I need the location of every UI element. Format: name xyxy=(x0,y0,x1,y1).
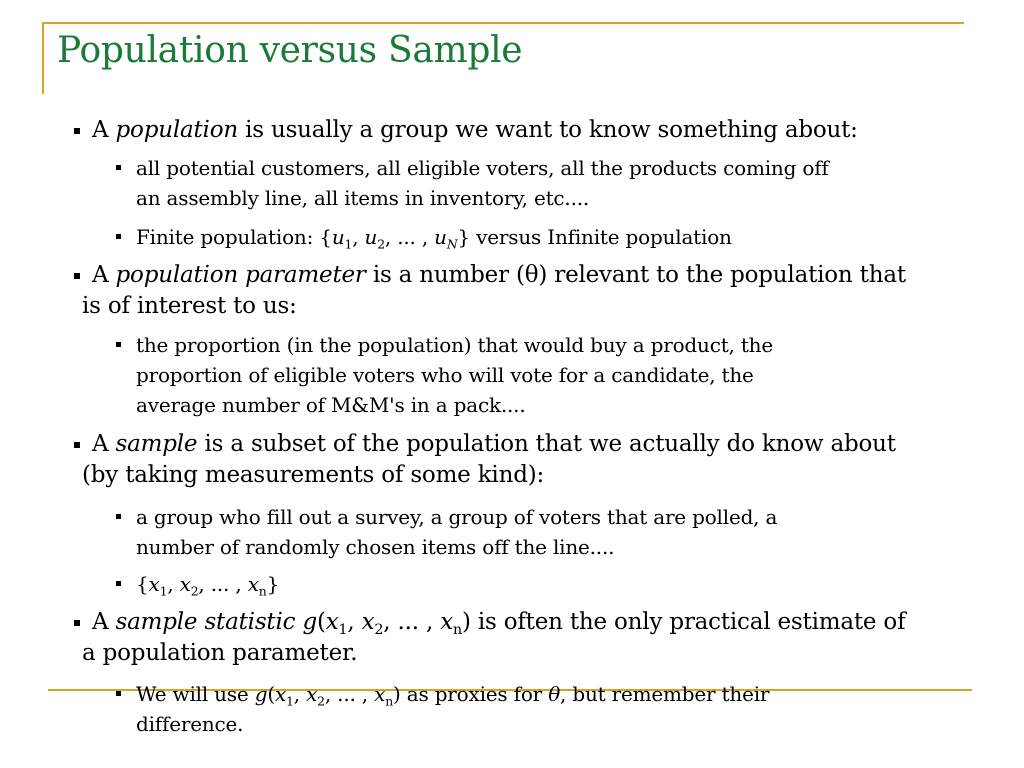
bullet-text: A sample statistic $g(x_1$, $x_2$, ... , $x_n$) is often the only practical estimate of a population parameter. xyxy=(82,609,906,666)
square-bullet-icon xyxy=(74,128,80,134)
square-bullet-icon xyxy=(74,620,80,626)
bullet-text: We will use $g(x_1$, $x_2$, ... , $x_n$) as proxies for θ, but remember their difference. xyxy=(136,682,770,736)
bullet-text: A population is usually a group we want to know something about: xyxy=(92,117,858,143)
square-bullet-icon xyxy=(116,581,121,586)
bullet-text: Finite population: {$u_1$, $u_2$, ... , $u_N$} versus Infinite population xyxy=(136,225,732,252)
bullet-text: all potential customers, all eligible voters, all the products coming off an assembly line, all items in inventory, etc.... xyxy=(136,156,829,210)
square-bullet-icon xyxy=(74,273,80,279)
square-bullet-icon xyxy=(116,342,121,347)
slide-title: Population versus Sample xyxy=(57,30,523,71)
square-bullet-icon xyxy=(116,691,121,696)
bullet-text: a group who fill out a survey, a group of voters that are polled, a number of randomly chosen items off the line.... xyxy=(136,505,778,559)
bullet-text: the proportion (in the population) that would buy a product, the proportion of eligible voters who will vote for a candidate, the average number of M&M's in a pack.... xyxy=(136,333,773,417)
square-bullet-icon xyxy=(74,442,80,448)
bullet-text: A population parameter is a number (θ) relevant to the population that is of interest to us: xyxy=(82,262,906,319)
bullet-text: A sample is a subset of the population that we actually do know about (by taking measurements of some kind): xyxy=(82,431,896,488)
square-bullet-icon xyxy=(116,165,121,170)
square-bullet-icon xyxy=(116,234,121,239)
square-bullet-icon xyxy=(116,514,121,519)
bullet-text: {$x_1$, $x_2$, ... , $x_n$} xyxy=(136,572,280,599)
